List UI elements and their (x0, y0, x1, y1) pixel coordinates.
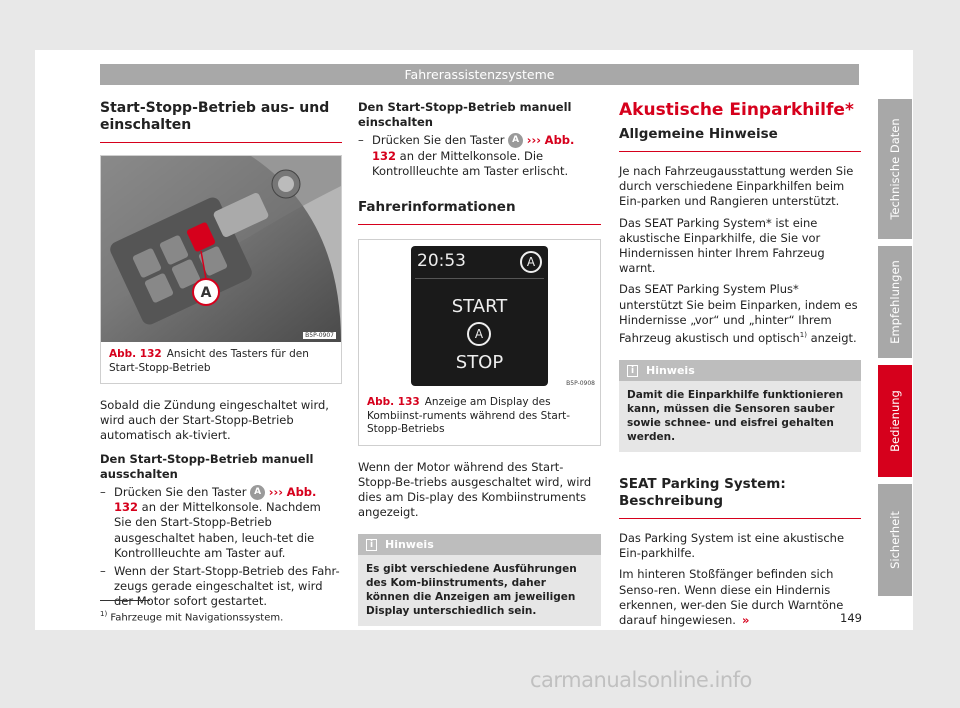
footnote: $^{1)}$ Fahrzeuge mit Navigationssystem. (100, 610, 284, 624)
figure-number: Abb. 132 (109, 348, 162, 360)
button-a-icon: A (508, 133, 523, 148)
button-a-icon: A (250, 485, 265, 500)
paragraph: Das SEAT Parking System Plus* unterstützt Sie beim Einparken, indem es Hindernisse „vor“ und „hinter“ Ihrem Fahrzeug akustisch und optisch$^{1)}$ anzeigt. (619, 282, 858, 345)
paragraph: Im hinteren Stoßfänger befinden sich Senso-ren. Wenn diese ein Hindernis erkennen, wer-den Sie durch Warntöne darauf hingewiesen. » (619, 567, 844, 628)
note-box (619, 360, 861, 452)
figure-ref-code: B5P-0907 (305, 332, 334, 339)
svg-text:A: A (200, 285, 212, 301)
section-title-einparkhilfe: Akustische Einparkhilfe* (619, 100, 854, 120)
figure-133 (358, 239, 601, 446)
figure-caption-text: Anzeige am Display des Kombiinst-ruments während des Start-Stopp-Betriebs (367, 396, 571, 436)
figure-caption (101, 342, 341, 383)
paragraph: Je nach Fahrzeugausstattung werden Sie durch verschiedene Einparkhilfen beim Ein-parken und Rangieren unterstützt. (619, 164, 854, 209)
section-heading-parking-system: SEAT Parking System: Beschreibung (619, 470, 861, 519)
display-start: START (451, 296, 508, 318)
paragraph: Das SEAT Parking System* ist eine akustische Einparkhilfe, die Sie vor Hindernissen hinter Ihrem Fahrzeug warnt. (619, 215, 825, 276)
figure-132 (100, 155, 342, 384)
footnote-divider (100, 600, 150, 601)
start-stop-icon: A (520, 251, 542, 273)
info-icon: i (627, 365, 638, 377)
column-1 (100, 100, 342, 610)
page-number: 149 (840, 611, 862, 625)
section-heading-start-stopp: Start-Stopp-Betrieb aus- und einschalten (100, 100, 342, 143)
list-item: – Wenn der Start-Stopp-Betrieb des Fahr-zeugs gerade eingeschaltet ist, wird der Motor sofort gestartet. (100, 564, 342, 610)
chapter-header: Fahrerassistenzsysteme (100, 64, 859, 85)
subtitle-allgemeine-hinweise: Allgemeine Hinweise (619, 120, 861, 152)
display-time: 20:53 (417, 251, 466, 272)
figure-ref-code: B5P-0908 (566, 380, 595, 388)
note-body: Es gibt verschiedene Ausführungen des Kom-biinstruments, daher können die Anzeigen am jeweiligen Display unterschiedlich sein. (366, 563, 577, 618)
console-button-illustration (101, 156, 341, 342)
paragraph: Wenn der Motor während des Start-Stopp-Be-triebs ausgeschaltet wird, wird dies am Dis-play des Kombiinstruments angezeigt. (358, 459, 592, 520)
display-stop: STOP (455, 352, 504, 374)
instrument-display (411, 246, 548, 386)
note-title: Hinweis (385, 538, 434, 552)
section-heading-fahrerinformationen: Fahrerinformationen (358, 193, 601, 225)
note-title: Hinweis (646, 364, 695, 378)
instruction-list (100, 485, 342, 610)
list-item: – Drücken Sie den Taster A ››› Abb. 132 an der Mittelkonsole. Nachdem Sie den Start-Stopp-Betrieb ausgeschaltet haben, leuch-tet die Kontrollleuchte am Taster auf. (100, 485, 342, 561)
console-switch-icon (101, 156, 341, 342)
note-body: Damit die Einparkhilfe funktionieren kann, müssen die Sensoren sauber sowie schnee- und eisfrei gehalten werden. (627, 389, 844, 444)
subheading-ausschalten: Den Start-Stopp-Betrieb manuell ausschalten (100, 451, 314, 481)
column-3 (619, 100, 861, 628)
instruction-list (358, 133, 601, 179)
tab-sicherheit[interactable]: Sicherheit (878, 484, 912, 596)
info-icon: i (366, 539, 377, 551)
tab-bedienung[interactable]: Bedienung (878, 365, 912, 477)
column-2 (358, 100, 601, 626)
watermark: carmanualsonline.info (530, 668, 752, 692)
figure-number: Abb. 133 (367, 396, 420, 409)
tab-empfehlungen[interactable]: Empfehlungen (878, 246, 912, 358)
figure-link[interactable]: Abb. 132 (372, 133, 575, 163)
continue-marker: » (741, 613, 750, 628)
start-stop-center-icon: A (467, 322, 491, 346)
footnote-ref: 1) (799, 331, 807, 340)
tab-technische-daten[interactable]: Technische Daten (878, 99, 912, 239)
display-illustration (359, 240, 600, 390)
side-tabs (878, 99, 912, 603)
figure-link[interactable]: Abb. 132 (114, 485, 317, 515)
paragraph: Das Parking System ist eine akustische Ein-parkhilfe. (619, 531, 845, 561)
figure-caption-text: Ansicht des Tasters für den Start-Stopp-Betrieb (109, 348, 309, 374)
figure-caption (359, 390, 600, 445)
note-box (358, 534, 601, 626)
subheading-einschalten: Den Start-Stopp-Betrieb manuell einschalten (358, 100, 572, 130)
paragraph: Sobald die Zündung eingeschaltet wird, wird auch der Start-Stopp-Betrieb automatisch ak-tiviert. (100, 398, 329, 443)
list-item: – Drücken Sie den Taster A ››› Abb. 132 an der Mittelkonsole. Die Kontrollleuchte am Taster erlischt. (358, 133, 601, 179)
